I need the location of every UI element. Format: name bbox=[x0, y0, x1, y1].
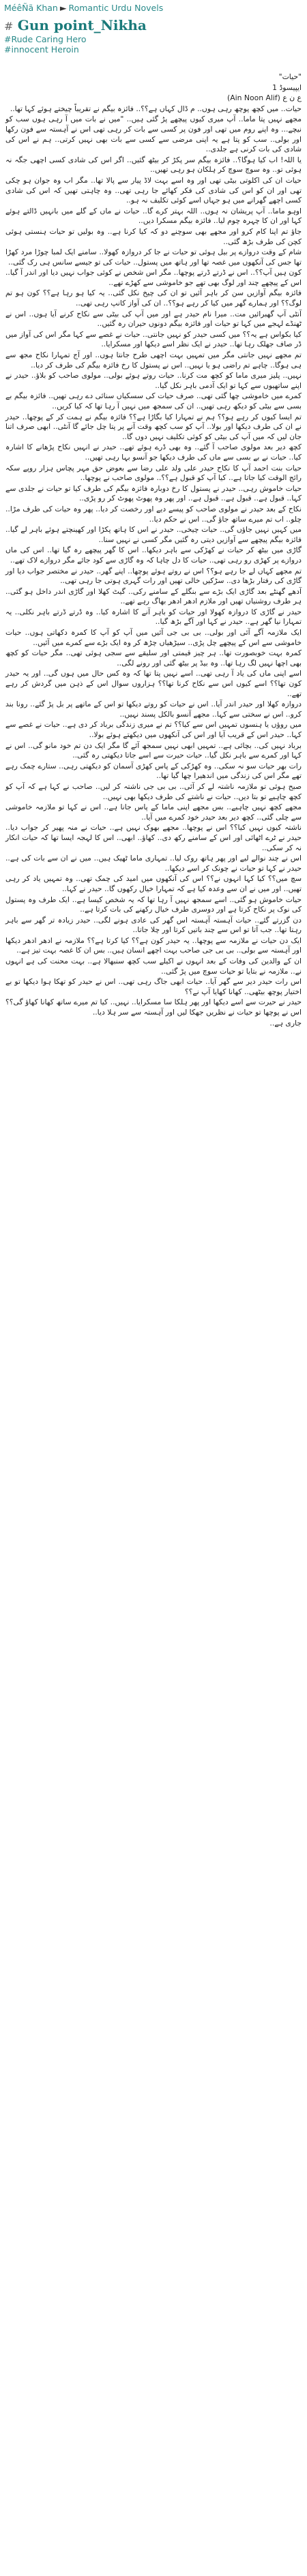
story-paragraph: حیات بنت احمد آپ کا نکاح حیدر علی ولد علی رضا سے بعوض حق مہر پچاس ہزار روپے سکہ رائج الوقت کیا جاتا ہے.. کیا آپ کو قبول ہے؟؟.. مولوی صاحب نے پوچھا.. bbox=[5, 463, 302, 483]
story-paragraph: ع ن ع (Ain Noon Alif) bbox=[227, 93, 302, 103]
story-paragraph: میں کہیں نہیں جاؤں گی.. حیات چیخی.. حیدر نے اس کا ہاتھ پکڑا اور کھینچتے ہوئے باہر لے گیا.. فائزہ بیگم پیچھے سے آوازیں دیتی رہ گئیں مگر کسی نے نہیں سنا.. bbox=[5, 525, 302, 544]
story-paragraph: اسے اپنی ماں کی یاد آ رہی تھی.. اسے نہیں پتا تھا کہ وہ کس حال میں ہوں گی.. اور یہ حیدر کون تھا؟؟ اسے کیوں اس سے نکاح کرنا تھا؟؟ ہزاروں سوال اس کے ذہن میں گردش کر رہے تھے.. bbox=[5, 669, 302, 698]
story-paragraph: ان کے والدین کی وفات کے بعد انہوں نے اکیلے سب کچھ سنبھالا ہے.. بہت محنت کی ہے انہوں نے.. ملازمہ نے بتایا تو حیات سوچ میں پڑ گئی.. bbox=[5, 957, 302, 976]
story-paragraph: حیدر نے حیرت سے اسے دیکھا اور پھر ہلکا سا مسکرایا.. نہیں.. کیا تم میرے ساتھ کھانا کھاؤ گی؟؟ اس نے پوچھا تو حیات نے نظریں جھکا لیں اور آہستہ سے سر ہلا دیا.. bbox=[5, 998, 302, 1017]
breadcrumb bbox=[0, 0, 307, 14]
story-paragraph: ایک دن حیات نے ملازمہ سے پوچھا.. یہ حیدر کون ہے؟؟ کیا کرتا ہے؟؟ ملازمہ نے ادھر ادھر دیکھا اور آہستہ سے بولی.. بی بی جی صاحب بہت اچھے انسان ہیں.. بس ان کا غصہ بہت تیز ہے.. bbox=[5, 935, 302, 955]
story-paragraph: مجھے کچھ نہیں چاہیے.. بس مجھے اپنی ماما کے پاس جانا ہے.. اس نے کہا تو ملازمہ خاموشی سے چلی گئی.. کچھ دیر بعد حیدر خود کمرے میں آیا.. bbox=[5, 803, 302, 822]
story-paragraph: دن گزرتے گئے.. حیات آہستہ آہستہ اس گھر کی عادی ہونے لگی.. حیدر زیادہ تر گھر سے باہر رہتا تھا.. جب آتا تو اس سے چند باتیں کرتا اور چلا جاتا.. bbox=[5, 915, 302, 935]
story-paragraph: نہیں.. پلیز میری ماما کو کچھ مت کرنا.. حیات روتے ہوئے بولی.. مولوی صاحب کو بلاؤ.. حیدر نے اپنے ساتھیوں سے کہا تو ایک آدمی باہر نکل گیا.. bbox=[5, 371, 302, 390]
story-paragraph: تم مجھے نہیں جانتی مگر میں تمہیں بہت اچھی طرح جانتا ہوں.. اور آج تمہارا نکاح مجھ سے ہی ہوگا.. چاہے تم راضی ہو یا نہیں.. اس نے پستول کا رخ فائزہ بیگم کی طرف کر دیا.. bbox=[5, 350, 302, 370]
story-paragraph: یا اللہ! اب کیا ہوگا؟.. فائزہ بیگم سر پکڑ کر بیٹھ گئیں.. اگر اس کی شادی کسی اچھی جگہ نہ ہوئی تو.. وہ سوچ سوچ کر ہلکان ہو رہی تھیں.. bbox=[5, 155, 302, 175]
story-paragraph: نکاح کے بعد حیدر نے مولوی صاحب کو پیسے دیے اور رخصت کر دیا.. پھر وہ حیات کی طرف مڑا.. چلو.. اب تم میرے ساتھ جاؤ گی.. اس نے حکم دیا.. bbox=[5, 504, 302, 524]
story-paragraph: کمرے میں خاموشی چھا گئی تھی.. صرف حیات کی سسکیاں سنائی دے رہی تھیں.. فائزہ بیگم بے بسی سے بیٹی کو دیکھ رہی تھیں.. ان کی سمجھ میں نہیں آ رہا تھا کہ کیا کریں.. bbox=[5, 391, 302, 410]
story-paragraph: کمرہ بہت خوبصورت تھا.. ہر چیز قیمتی اور سلیقے سے سجی ہوئی تھی.. مگر حیات کو کچھ بھی اچھا نہیں لگ رہا تھا.. وہ بیڈ پر بیٹھ گئی اور رونے لگی.. bbox=[5, 648, 302, 668]
tag-link[interactable]: #innocent Heroin bbox=[4, 44, 79, 55]
story-paragraph: مجھے نہیں پتا ماما.. آپ میری کیوں پیچھے پڑ گئی ہیں.. "میں نے بات میں آ رہی ہوں سب کو نیچے... وہ اپنے روم میں تھی اور فون پر کسی سے بات کر رہی تھی اس نے آہستہ سے فون رکھا اور بولی.. سب کو پتا ہے یہ اپنی مرضی سے کسی سے بات بھی نہیں کرتی.. ہم نے اس کی شادی کی بات کرنی ہے جلدی.. bbox=[5, 115, 302, 154]
story-paragraph: سچ میں؟؟ کیا کہا انہوں نے؟؟ اس کی آنکھوں میں امید کی چمک تھی.. وہ تمہیں یاد کر رہی تھیں.. اور میں نے ان سے وعدہ کیا ہے کہ تمہارا خیال رکھوں گا.. حیدر نے کہا.. bbox=[5, 874, 302, 893]
tag-list bbox=[0, 34, 307, 55]
story-paragraph: ناشتہ کیوں نہیں کیا؟؟ اس نے پوچھا.. مجھے بھوک نہیں ہے.. حیات نے منہ پھیر کر جواب دیا.. حیدر نے ٹرے اٹھائی اور اس کے سامنے رکھ دی.. کھاؤ.. ابھی.. اس کا لہجہ ایسا تھا کہ حیات انکار نہ کر سکی.. bbox=[5, 823, 302, 852]
story-paragraph: جاری ہے.. bbox=[269, 1018, 302, 1028]
breadcrumb-separator: ► bbox=[59, 3, 67, 13]
story-paragraph: ایپیسوڈ 1 bbox=[272, 83, 302, 92]
story-paragraph: جاؤ تم اپنا کام کرو اور مجھے بھی سوچنے دو کہ کیا کرنا ہے.. وہ بولیں تو حیات ہنستی ہوئی کچن کی طرف بڑھ گئی.. bbox=[5, 226, 302, 246]
story-paragraph: ایک ملازمہ آگے آئی اور بولی.. بی بی جی آئیں میں آپ کو آپ کا کمرہ دکھاتی ہوں.. حیات خاموشی سے اس کے پیچھے چل پڑی.. سیڑھیاں چڑھ کر وہ ایک بڑے سے کمرے میں آئیں.. bbox=[5, 628, 302, 647]
story-paragraph: صبح ہوئی تو ملازمہ ناشتہ لے کر آئی.. بی بی جی ناشتہ کر لیں.. صاحب نے کہا ہے کہ آپ کو کچھ چاہیے تو بتا دیں.. حیات نے ناشتے کی طرف دیکھا بھی نہیں.. bbox=[5, 781, 302, 801]
story-paragraph: برباد نہیں کی.. بچائی ہے.. تمہیں ابھی نہیں سمجھ آئے گا مگر ایک دن تم خود مانو گی.. اس نے کہا اور کمرے سے باہر نکل گیا.. حیات حیرت سے اسے جاتا دیکھتی رہ گئی.. bbox=[5, 740, 302, 760]
story-paragraph: تم ایسا کیوں کر رہے ہو؟؟ ہم نے تمہارا کیا بگاڑا ہے؟؟ فائزہ بیگم نے ہمت کر کے پوچھا.. حیدر نے ان کی طرف دیکھا اور بولا.. آپ کو سب کچھ وقت آنے پر پتا چل جائے گا آنٹی.. ابھی صرف اتنا جان لیں کہ میں آپ کی بیٹی کو کوئی تکلیف نہیں دوں گا.. bbox=[5, 412, 302, 441]
post-title-text: Gun point_Nikha bbox=[17, 17, 147, 33]
story-paragraph: حیات ان کی اکلوتی بیٹی تھی اور وہ اسے بہت لاڈ پیار سے پالا تھا.. مگر اب وہ جوان ہو چکی تھی اور ان کو اس کی شادی کی فکر کھائے جا رہی تھی.. وہ چاہتی تھیں کہ اس کی شادی کسی اچھے گھرانے میں ہو جہاں اسے کوئی تکلیف نہ ہو.. bbox=[5, 175, 302, 205]
story-paragraph: حیدر نے گاڑی کا دروازہ کھولا اور حیات کو باہر آنے کا اشارہ کیا.. وہ ڈرتے ڈرتے باہر نکلی.. یہ تمہارا نیا گھر ہے.. حیدر نے کہا اور آگے بڑھ گیا.. bbox=[5, 607, 302, 627]
story-paragraph: حیات خاموش ہو گئی.. اسے سمجھ نہیں آ رہا تھا کہ یہ شخص کیسا ہے.. ایک طرف وہ پستول کی نوک پر نکاح کرتا ہے اور دوسری طرف خیال رکھنے کی بات کرتا ہے.. bbox=[5, 895, 302, 914]
story-paragraph: رات بھر حیات سو نہ سکی.. وہ کھڑکی کے پاس کھڑی آسمان کو دیکھتی رہی.. ستارے چمک رہے تھے مگر اس کی زندگی میں اندھیرا چھا گیا تھا.. bbox=[5, 761, 302, 781]
story-paragraph: حیات.. میں کچھ پوچھ رہی ہوں.. م ڈال کہاں ہے؟؟.. فائزہ بیگم نے تقریباً چیختے ہوئے کہا تھا.. bbox=[10, 104, 302, 113]
story-paragraph: کیا بکواس ہے یہ؟؟ میں کسی حیدر کو نہیں جانتی.. حیات نے غصے سے کہا مگر اس کی آواز میں ڈر صاف جھلک رہا تھا.. حیدر نے ایک نظر اسے دیکھا اور مسکرایا.. bbox=[5, 329, 302, 349]
story-paragraph: کون ہیں آپ؟؟.. اس نے ڈرتے ڈرتے پوچھا.. مگر اس شخص نے کوئی جواب نہیں دیا اور اندر آ گیا.. اس کے پیچھے چند اور لوگ بھی تھے جو خاموشی سے کھڑے تھے.. bbox=[5, 268, 302, 287]
story-paragraph: اوہو ماما.. آپ پریشان نہ ہوں.. اللہ بہتر کرے گا.. حیات نے ماں کے گلے میں بانہیں ڈالتے ہوئے کہا اور ان کا چہرہ چوم لیا.. فائزہ بیگم مسکرا دیں.. bbox=[5, 206, 302, 226]
story-body bbox=[0, 55, 307, 1028]
story-paragraph: "حیات" bbox=[278, 72, 302, 81]
story-paragraph: اس رات حیدر دیر سے گھر آیا.. حیات ابھی جاگ رہی تھی.. اس نے حیدر کو تھکا ہوا دیکھا تو بے اختیار پوچھ بیٹھی.. کھانا کھایا آپ نے؟؟ bbox=[5, 977, 302, 996]
story-paragraph: شام کے وقت دروازے پر بیل ہوئی تو حیات نے جا کر دروازہ کھولا.. سامنے ایک لمبا چوڑا مرد کھڑا تھا جس کی آنکھوں میں غصہ تھا اور ہاتھ میں پستول.. حیات کی تو جیسے سانس ہی رک گئی.. bbox=[5, 248, 302, 267]
story-paragraph: حیات خاموش رہی.. حیدر نے پستول کا رخ دوبارہ فائزہ بیگم کی طرف کیا تو حیات نے جلدی سے کہا.. قبول ہے.. قبول ہے.. قبول ہے.. اور پھر وہ پھوٹ پھوٹ کر رو پڑی.. bbox=[5, 483, 302, 503]
author-link[interactable]: MéêÑã Khan bbox=[4, 3, 58, 13]
category-link[interactable]: Romantic Urdu Novels bbox=[68, 3, 164, 13]
hash-icon: # bbox=[4, 20, 14, 33]
story-paragraph: کچھ دیر بعد مولوی صاحب آ گئے.. وہ بھی ڈرے ہوئے تھے.. حیدر نے انہیں نکاح پڑھانے کا اشارہ کیا.. حیات نے بے بسی سے ماں کی طرف دیکھا جو آنسو بہا رہی تھیں.. bbox=[5, 443, 302, 462]
tag-link[interactable]: #Rude Caring Hero bbox=[4, 34, 87, 44]
story-paragraph: دروازہ کھلا اور حیدر اندر آیا.. اس نے حیات کو روتے دیکھا تو اس کے ماتھے پر بل پڑ گئے.. رونا بند کرو.. اس نے سختی سے کہا.. مجھے آنسو بالکل پسند نہیں.. bbox=[5, 700, 302, 719]
post-title bbox=[0, 14, 307, 34]
story-paragraph: اس نے چند نوالے لیے اور پھر ہاتھ روک لیا.. تمہاری ماما ٹھیک ہیں.. میں نے ان سے بات کی ہے.. حیدر نے کہا تو حیات نے چونک کر اسے دیکھا.. bbox=[5, 854, 302, 873]
story-paragraph: میں روؤں یا ہنسوں تمہیں اس سے کیا؟؟ تم نے میری زندگی برباد کر دی ہے.. حیات نے غصے سے کہا.. حیدر اس کے قریب آیا اور اس کی آنکھوں میں دیکھتے ہوئے بولا.. bbox=[5, 720, 302, 739]
story-paragraph: فائزہ بیگم آوازیں سن کر باہر آئیں تو ان کی چیخ نکل گئی.. یہ کیا ہو رہا ہے؟؟ کون ہو تم لوگ؟؟ اور ہمارے گھر میں کیا کر رہے ہو؟؟.. ان کی آواز کانپ رہی تھی.. bbox=[5, 288, 302, 308]
story-paragraph: آدھے گھنٹے بعد گاڑی ایک بڑے سے بنگلے کے سامنے رکی.. گیٹ کھلا اور گاڑی اندر داخل ہو گئی.. ہر طرف روشنیاں تھیں اور ملازم ادھر ادھر بھاگ رہے تھے.. bbox=[5, 586, 302, 606]
story-paragraph: گاڑی میں بیٹھ کر حیات نے کھڑکی سے باہر دیکھا.. اس کا گھر پیچھے رہ گیا تھا.. اس کی ماں دروازے پر کھڑی رو رہی تھی.. حیات کا دل چاہا کہ وہ گاڑی سے کود جائے مگر دروازے لاک تھے.. bbox=[5, 545, 302, 565]
story-paragraph: تم مجھے کہاں لے جا رہے ہو؟؟ اس نے روتے ہوئے پوچھا.. اپنے گھر.. حیدر نے مختصر جواب دیا اور گاڑی کی رفتار بڑھا دی.. سڑکیں خالی تھیں اور رات گہری ہوتی جا رہی تھی.. bbox=[5, 566, 302, 586]
story-paragraph: آنٹی آپ گھبرائیں مت.. میرا نام حیدر ہے اور میں آپ کی بیٹی سے نکاح کرنے آیا ہوں.. اس نے ٹھنڈے لہجے میں کہا تو حیات اور فائزہ بیگم دونوں حیران رہ گئیں.. bbox=[5, 309, 302, 329]
